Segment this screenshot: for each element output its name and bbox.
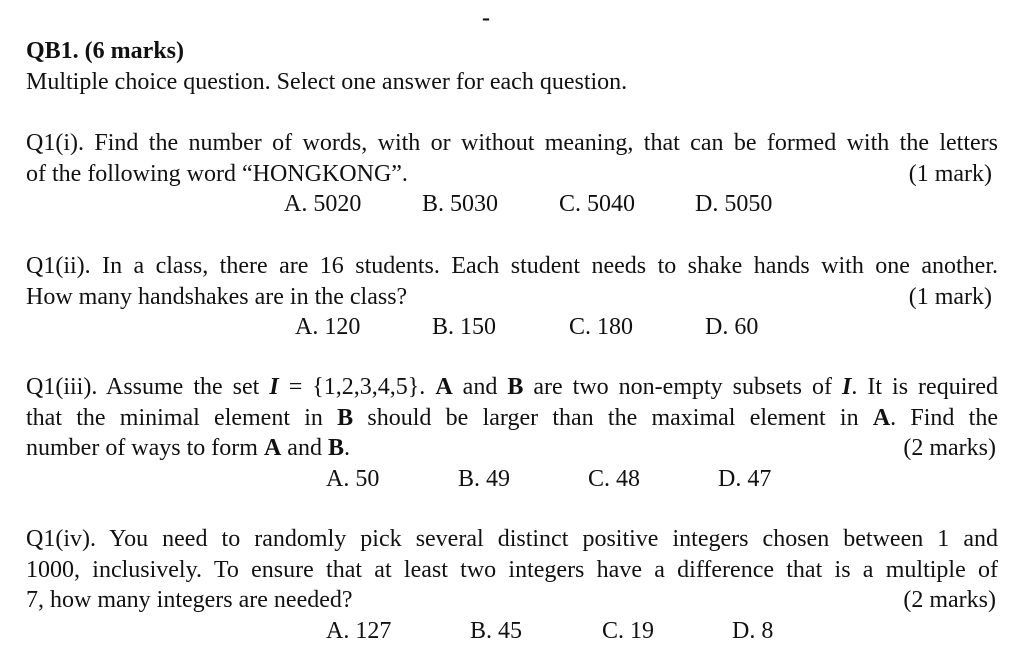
question-text-line <box>26 282 998 313</box>
option-b[interactable]: B. 45 <box>470 617 523 644</box>
option-d[interactable]: D. 5050 <box>695 191 773 217</box>
option-c[interactable]: C. 19 <box>602 617 655 644</box>
text-segment: . It is required <box>851 374 999 400</box>
text-segment: . <box>343 435 350 461</box>
question-1-ii <box>26 251 998 342</box>
text-segment: and <box>452 374 508 400</box>
option-c[interactable]: C. 180 <box>569 314 634 340</box>
text-segment: that the minimal element in <box>26 404 338 431</box>
set-symbol: I <box>842 374 852 400</box>
option-b[interactable]: B. 150 <box>432 314 497 340</box>
subset-b: B <box>327 435 344 461</box>
option-a[interactable]: A. 5020 <box>284 191 362 217</box>
text-segment: = {1,2,3,4,5}. <box>278 374 436 400</box>
subset-a: A <box>872 404 891 431</box>
set-symbol: I <box>269 374 279 400</box>
subset-a: A <box>263 435 282 461</box>
question-text-line: Q1(ii). In a class, there are 16 students. Each student needs to shake hands with one another. <box>26 253 998 279</box>
question-1-i <box>26 128 998 219</box>
answer-options <box>26 616 998 646</box>
question-text-line <box>26 585 998 616</box>
section-title: QB1. (6 marks) <box>26 38 184 64</box>
option-c[interactable]: C. 48 <box>588 465 641 492</box>
question-text-line: Q1(iv). You need to randomly pick several distinct positive integers chosen between 1 and <box>26 526 998 552</box>
question-text-line: 1000, inclusively. To ensure that at least two integers have a difference that is a multiple of <box>26 556 998 583</box>
page-marker-dash: - <box>482 5 490 31</box>
question-1-iv <box>26 524 998 646</box>
answer-options <box>26 312 998 342</box>
text-segment: should be larger than the maximal element in <box>353 404 873 431</box>
subset-a: A <box>435 374 453 400</box>
question-marks: (2 marks) <box>903 587 996 613</box>
question-text-line-content: How many handshakes are in the class? <box>26 283 408 310</box>
question-text-line-content: 7, how many integers are needed? <box>26 587 353 613</box>
question-marks: (1 mark) <box>908 283 992 310</box>
option-c[interactable]: C. 5040 <box>559 191 636 217</box>
text-segment: Q1(iii). Assume the set <box>26 374 270 400</box>
text-segment: and <box>281 435 328 461</box>
question-text-line <box>26 159 998 190</box>
option-d[interactable]: D. 8 <box>732 617 774 644</box>
option-d[interactable]: D. 47 <box>718 465 772 492</box>
question-text-line: Q1(i). Find the number of words, with or without meaning, that can be formed with the letters <box>26 130 998 156</box>
option-b[interactable]: B. 5030 <box>422 191 499 217</box>
answer-options <box>26 464 998 494</box>
question-text-line <box>26 372 998 403</box>
section-instructions: Multiple choice question. Select one answer for each question. <box>26 69 628 95</box>
subset-b: B <box>337 404 354 431</box>
question-text-line-content: of the following word “HONGKONG”. <box>26 160 408 187</box>
answer-options <box>26 189 998 219</box>
option-b[interactable]: B. 49 <box>458 465 511 492</box>
option-d[interactable]: D. 60 <box>705 314 759 340</box>
question-marks: (1 mark) <box>908 160 992 187</box>
subset-b: B <box>507 374 524 400</box>
text-segment: . Find the <box>890 404 998 431</box>
text-segment: are two non-empty subsets of <box>523 374 843 400</box>
question-text-line <box>26 403 998 434</box>
option-a[interactable]: A. 50 <box>326 465 380 492</box>
option-a[interactable]: A. 120 <box>295 314 361 340</box>
question-1-iii <box>26 372 998 494</box>
option-a[interactable]: A. 127 <box>326 617 392 644</box>
question-marks: (2 marks) <box>903 435 996 461</box>
text-segment: number of ways to form <box>26 435 264 461</box>
question-text-line <box>26 433 998 464</box>
